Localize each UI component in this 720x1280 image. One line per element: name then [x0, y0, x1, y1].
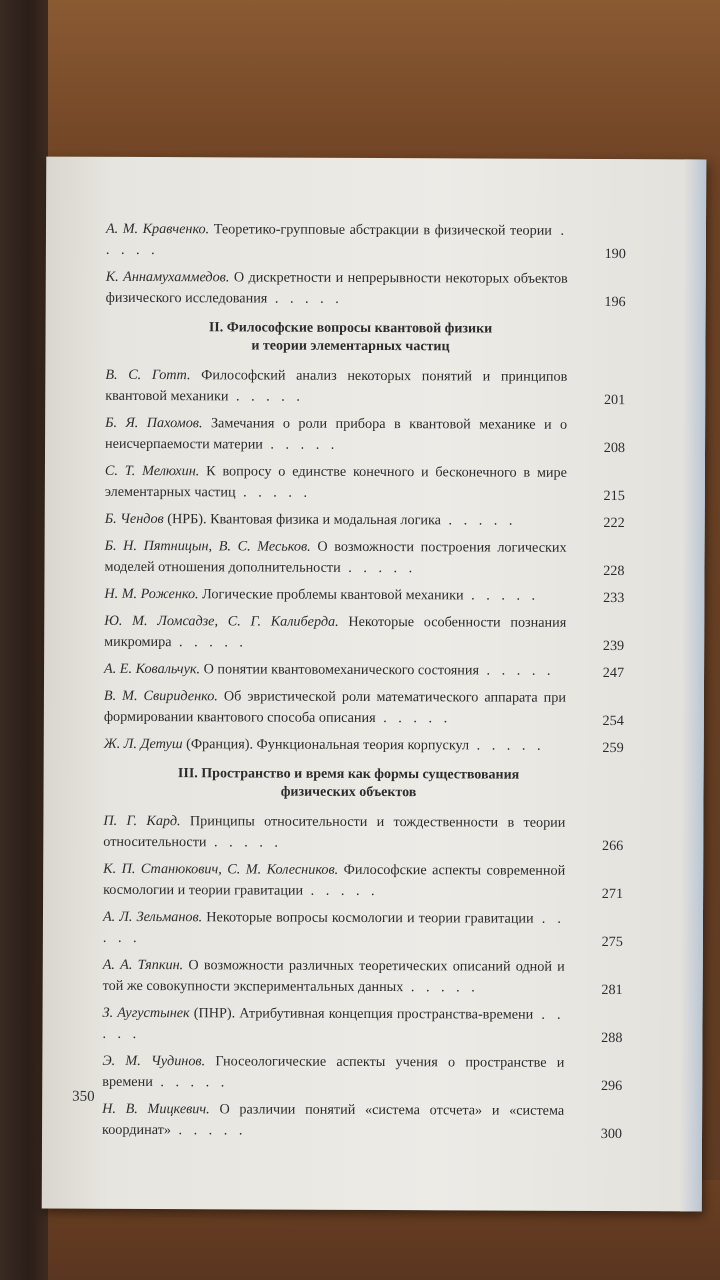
section-heading-3 [103, 765, 623, 803]
section-2-title-line1: II. Философские вопросы квантовой физики [208, 320, 493, 337]
book-page [42, 157, 707, 1212]
toc-entry [106, 267, 626, 311]
leader-dots: . . . . . [375, 710, 452, 727]
toc-entry-text [103, 811, 565, 855]
entry-author: К. Аннамухаммедов. [105, 268, 230, 286]
toc-entry-text [103, 859, 565, 903]
entry-author: Б. Я. Пахомов. [105, 414, 203, 432]
toc-entry-text [103, 907, 565, 951]
toc-entry-text [103, 955, 565, 999]
section-heading-2 [105, 319, 625, 357]
entry-page-number: 239 [602, 637, 625, 655]
entry-page-number: 275 [601, 933, 623, 951]
toc-entry [103, 859, 623, 903]
entry-page-number: 215 [603, 487, 625, 505]
toc-entry-text [102, 1003, 564, 1047]
entry-page-number: 208 [603, 440, 626, 457]
leader-dots: . . . . . [206, 834, 283, 851]
toc-entry-text [102, 1099, 564, 1143]
leader-dots: . . . . . [267, 290, 343, 307]
leader-dots: . . . . . [469, 737, 545, 754]
leader-dots: . . . . . [171, 634, 248, 651]
entry-title: Логические проблемы квантовой механики [202, 586, 464, 604]
entry-title: (НРБ). Квантовая физика и модальная логика [167, 511, 442, 529]
entry-page-number: 247 [602, 664, 625, 682]
entry-title: Принципы относительности и тождественности в теории относительности [103, 813, 566, 851]
toc-entry-text [104, 686, 566, 730]
entry-title: Философские аспекты современной космологии и теории гравитации [103, 861, 566, 899]
toc-entry-text [106, 219, 568, 263]
leader-dots: . . . . . [102, 910, 566, 946]
entry-author: Б. Чендов [104, 510, 164, 528]
leader-dots: . . . . . [152, 1074, 229, 1091]
entry-title: Об эвристической роли математического аппарата при формировании квантового способа описания [103, 688, 566, 727]
entry-author: Э. М. Чудинов. [102, 1052, 206, 1070]
entry-author: А. Е. Ковальчук. [104, 660, 201, 678]
entry-title: О понятии квантовомеханического состояния [203, 661, 480, 679]
toc-entry [105, 413, 625, 457]
toc-entry [104, 686, 624, 730]
entry-page-number: 196 [604, 294, 626, 311]
leader-dots: . . . . . [170, 1122, 247, 1139]
entry-page-number: 281 [601, 981, 623, 999]
section-3-title-line2: физических объектов [280, 784, 417, 801]
entry-title: Гносеологические аспекты учения о пространстве и времени [102, 1053, 565, 1091]
toc-entry [102, 1051, 622, 1095]
toc-entry [105, 365, 625, 409]
toc-entry [104, 659, 624, 682]
toc-entry [103, 907, 623, 951]
entry-page-number: 201 [603, 392, 626, 409]
entry-title: О возможности построения логических моделей отношения дополнительности [104, 538, 567, 576]
toc-entry [104, 611, 624, 655]
leader-dots: . . . . . [463, 587, 540, 604]
page-number: 350 [72, 1088, 95, 1105]
leader-dots: . . . . . [102, 1006, 565, 1042]
toc-entry-text [104, 611, 566, 655]
entry-author: Н. В. Мицкевич. [102, 1100, 210, 1118]
entry-title: (ПНР). Атрибутивная концепция пространства-времени [193, 1005, 534, 1023]
book-cover-edge [0, 0, 48, 1280]
entry-page-number: 228 [603, 562, 625, 580]
toc-entry-text [105, 413, 567, 457]
entry-title: Теоретико-групповые абстракции в физической теории [213, 221, 552, 239]
entry-author: А. Л. Зельманов. [102, 908, 203, 926]
toc-entry [104, 734, 624, 757]
entry-author: К. П. Станюкович, С. М. Колесников. [103, 860, 339, 878]
toc-entry [106, 219, 626, 263]
entry-page-number: 266 [601, 837, 624, 855]
toc-entry [104, 536, 624, 580]
entry-author: А. А. Тяпкин. [102, 956, 184, 974]
toc-entry [105, 509, 625, 532]
entries-top [106, 219, 626, 311]
entry-title: К вопросу о единстве конечного и бесконечного в мире элементарных частиц [104, 463, 567, 501]
entry-author: С. Т. Мелюхин. [104, 462, 200, 480]
entry-author: Ж. Л. Детуш [103, 735, 183, 753]
entry-page-number: 296 [600, 1077, 623, 1095]
toc-entry-text [105, 461, 567, 505]
entry-page-number: 254 [602, 712, 624, 730]
leader-dots: . . . . . [478, 662, 555, 679]
leader-dots: . . . . . [228, 388, 304, 405]
entries-section-2 [104, 365, 626, 757]
toc-entry-text [104, 536, 566, 580]
section-2-title-line2: и теории элементарных частиц [251, 338, 450, 355]
table-of-contents [102, 219, 626, 1149]
toc-entry [104, 584, 624, 607]
page-edge [680, 159, 707, 1211]
entry-author: Ю. М. Ломсадзе, С. Г. Калиберда. [104, 612, 339, 630]
entry-author: А. М. Кравченко. [105, 220, 210, 238]
toc-entry [102, 1099, 622, 1143]
toc-entry-text [106, 267, 568, 311]
entry-author: З. Аугустынек [102, 1004, 190, 1022]
leader-dots: . . . . . [440, 512, 517, 529]
entry-title: (Франция). Функциональная теория корпускул [186, 736, 470, 754]
entry-page-number: 271 [601, 885, 624, 903]
toc-entry-text [102, 1051, 564, 1095]
entry-author: Н. М. Роженко. [104, 585, 199, 603]
entry-title: О возможности различных теоретических описаний одной и той же совокупности экспериментальных данных [102, 957, 565, 996]
entry-title: Некоторые вопросы космологии и теории гравитации [206, 909, 534, 927]
toc-entry [105, 461, 625, 505]
leader-dots: . . . . . [303, 882, 379, 900]
entry-title: О различии понятий «система отсчета» и «система координат» [102, 1101, 565, 1139]
leader-dots: . . . . . [340, 559, 417, 577]
leader-dots: . . . . . [403, 979, 479, 996]
entry-page-number: 222 [603, 514, 625, 532]
entry-title: О дискретности и непрерывности некоторых объектов физического исследования [105, 269, 568, 307]
toc-entry-text [104, 659, 566, 682]
toc-entry-text [104, 734, 566, 757]
entry-title: Некоторые особенности познания микромира [104, 613, 567, 651]
leader-dots: . . . . . [235, 484, 312, 501]
entries-section-3 [102, 811, 623, 1143]
toc-entry-text [105, 365, 567, 409]
entry-page-number: 259 [602, 739, 624, 757]
toc-entry [102, 1003, 622, 1047]
toc-entry-text [104, 584, 566, 607]
entry-page-number: 190 [604, 246, 626, 263]
entry-title: Философский анализ некоторых понятий и принципов квантовой механики [105, 367, 568, 405]
toc-entry-text [105, 509, 567, 532]
section-3-title-line1: III. Пространство и время как формы существования [177, 766, 520, 783]
toc-entry [103, 955, 623, 999]
entry-author: В. С. Готт. [105, 366, 191, 384]
leader-dots: . . . . . [105, 222, 569, 259]
entry-author: Б. Н. Пятницын, В. С. Меськов. [104, 537, 311, 555]
entry-page-number: 300 [600, 1125, 623, 1143]
entry-page-number: 288 [601, 1029, 623, 1047]
entry-author: В. М. Свириденко. [103, 687, 218, 705]
entry-author: П. Г. Кард. [103, 812, 181, 830]
toc-entry [103, 811, 623, 855]
entry-title: Замечания о роли прибора в квантовой механике и о неисчерпаемости материи [105, 415, 568, 453]
entry-page-number: 233 [603, 589, 625, 607]
leader-dots: . . . . . [262, 436, 339, 453]
